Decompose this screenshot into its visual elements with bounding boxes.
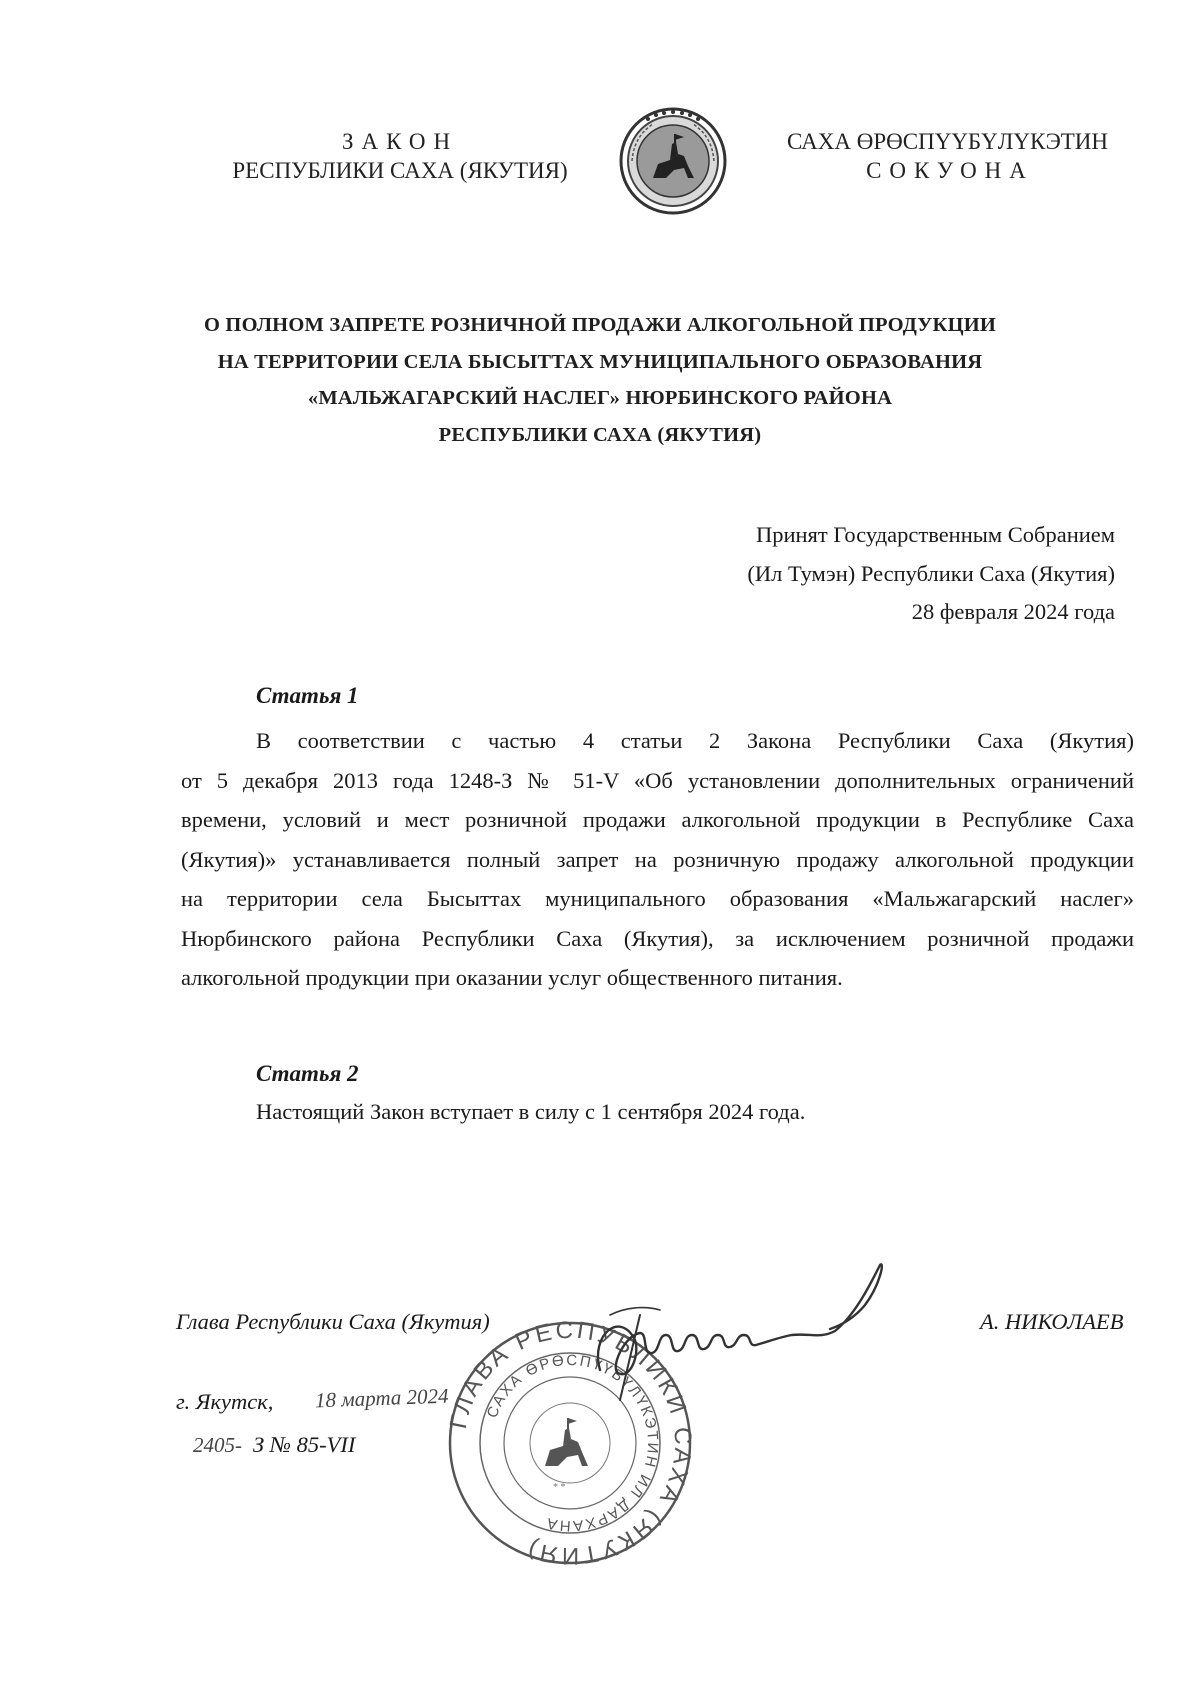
article2-heading: Статья 2	[256, 1061, 359, 1086]
article1-heading: Статья 1	[256, 683, 359, 708]
handwritten-signature	[580, 1255, 910, 1415]
header-right-line1: САХА ӨРӨСПҮҮБҮЛҮКЭТИН	[786, 129, 1109, 154]
adoption-date: 28 февраля 2024 года	[911, 599, 1115, 624]
signing-city: г. Якутск,	[176, 1389, 274, 1414]
article1-line: Нюрбинского района Республики Саха (Якутия), за исключением розничной продажи	[181, 925, 1134, 951]
signatory-name: А. НИКОЛАЕВ	[980, 1309, 1124, 1334]
seal-emblem-icon	[530, 1403, 610, 1493]
article1-line: алкогольной продукции при оказании услуг общественного питания.	[181, 965, 843, 990]
article1-line: В соответствии с частью 4 статьи 2 Закона Республики Саха (Якутия)	[256, 728, 1134, 753]
article1-body	[181, 721, 1134, 998]
handwritten-number: 2405-	[193, 1433, 242, 1457]
law-title	[0, 307, 1200, 453]
law-title-line: О ПОЛНОМ ЗАПРЕТЕ РОЗНИЧНОЙ ПРОДАЖИ АЛКОГОЛЬНОЙ ПРОДУКЦИИ	[203, 314, 997, 336]
coat-of-arms-icon	[618, 106, 728, 216]
law-title-line: «МАЛЬЖАГАРСКИЙ НАСЛЕГ» НЮРБИНСКОГО РАЙОНА	[307, 387, 893, 409]
handwritten-date: 18 марта 2024	[314, 1383, 449, 1413]
law-title-line: НА ТЕРРИТОРИИ СЕЛА БЫСЫТТАХ МУНИЦИПАЛЬНОГО ОБРАЗОВАНИЯ	[217, 350, 983, 373]
svg-text:* *: * *	[553, 1482, 566, 1493]
header-right-line2: СОКУОНА	[866, 158, 1034, 183]
header-left-line1: ЗАКОН	[341, 129, 459, 154]
article1-line: (Якутия)» устанавливается полный запрет на розничную продажу алкогольной продукции	[181, 846, 1134, 872]
seal-outer-text: ГЛАВА РЕСПУБЛИКИ САХА (ЯКУТИЯ)	[445, 1318, 695, 1568]
signatory-position: Глава Республики Саха (Якутия)	[176, 1309, 490, 1334]
adoption-block	[747, 516, 1115, 632]
law-number: З № 85-VII	[253, 1432, 356, 1457]
article1-line: от 5 декабря 2013 года 1248-З № 51-V «Об установлении дополнительных ограничений	[181, 767, 1134, 793]
law-title-line: РЕСПУБЛИКИ САХА (ЯКУТИЯ)	[438, 423, 762, 446]
article1-line: времени, условий и мест розничной продажи алкогольной продукции в Республике Саха	[181, 807, 1134, 832]
seal-inner-text: САХА ӨРӨСПҮҮБҮЛҮКЭТИН ИЛ ДАРХАНА	[483, 1351, 662, 1535]
article2-text: Настоящий Закон вступает в силу с 1 сентября 2024 года.	[256, 1099, 806, 1124]
header-left-line2: РЕСПУБЛИКИ САХА (ЯКУТИЯ)	[232, 158, 568, 183]
adoption-line2: (Ил Тумэн) Республики Саха (Якутия)	[747, 560, 1115, 586]
article1-line: на территории села Бысыттах муниципального образования «Мальжагарский наслег»	[181, 886, 1134, 911]
adoption-line1: Принят Государственным Собранием	[755, 522, 1115, 547]
